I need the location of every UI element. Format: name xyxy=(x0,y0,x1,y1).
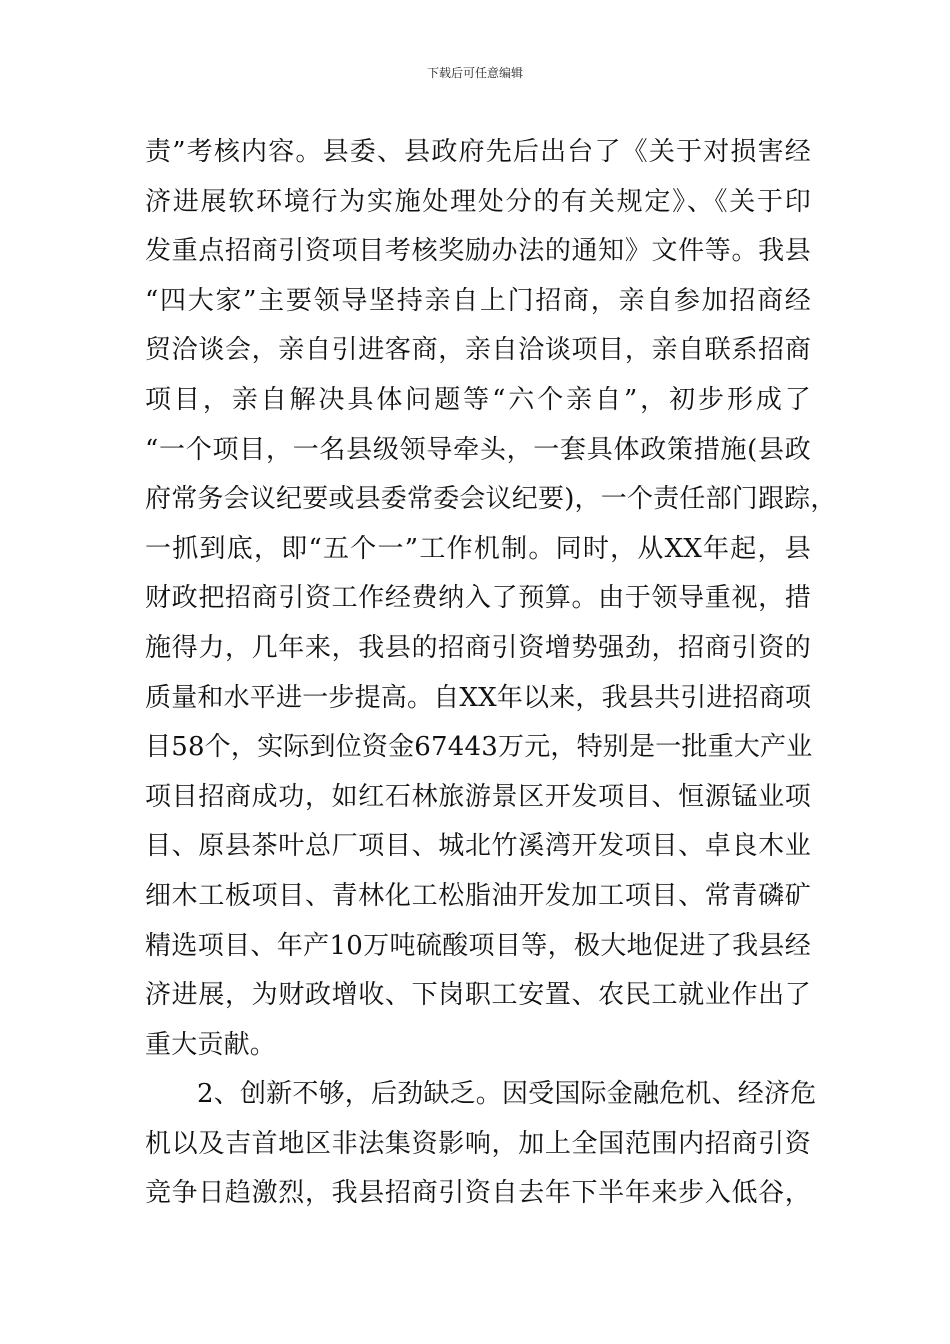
text-line: 竞争日趋激烈，我县招商引资自去年下半年来步入低谷， xyxy=(145,1178,811,1209)
text-line: 一抓到底，即“五个一”工作机制。同时，从XX年起，县 xyxy=(145,533,811,564)
text-line: 济进展软环境行为实施处理处分的有关规定》、《关于印 xyxy=(145,186,811,217)
text-line: 财政把招商引资工作经费纳入了预算。由于领导重视，措 xyxy=(145,583,811,614)
text-line: 精选项目、年产10万吨硫酸项目等，极大地促进了我县经 xyxy=(145,930,811,961)
text-line: 贸洽谈会，亲自引进客商，亲自洽谈项目，亲自联系招商 xyxy=(145,335,811,366)
text-line: 细木工板项目、青林化工松脂油开发加工项目、常青磷矿 xyxy=(145,880,811,911)
text-line: 质量和水平进一步提高。自XX年以来，我县共引进招商项 xyxy=(145,682,812,713)
text-line: 项目招商成功，如红石林旅游景区开发项目、恒源锰业项 xyxy=(145,781,811,812)
text-line: 府常务会议纪要或县委常委会议纪要)，一个责任部门跟踪， xyxy=(145,484,837,515)
page-header-note: 下载后可任意编辑 xyxy=(426,66,523,80)
text-line: 2、创新不够，后劲缺乏。因受国际金融危机、经济危 xyxy=(197,1079,817,1110)
text-line: 济进展，为财政增收、下岗职工安置、农民工就业作出了 xyxy=(145,980,811,1011)
text-line: “一个项目，一名县级领导牵头，一套具体政策措施(县政 xyxy=(145,434,811,465)
text-line: 项目，亲自解决具体问题等“六个亲自”，初步形成了 xyxy=(145,384,811,415)
document-body xyxy=(145,128,837,1219)
text-line: 目58个，实际到位资金67443万元，特别是一批重大产业 xyxy=(145,732,813,763)
text-line: “四大家”主要领导坚持亲自上门招商，亲自参加招商经 xyxy=(145,285,811,316)
text-line: 机以及吉首地区非法集资影响，加上全国范围内招商引资 xyxy=(145,1128,811,1159)
text-line: 目、原县茶叶总厂项目、城北竹溪湾开发项目、卓良木业 xyxy=(145,831,811,862)
text-line: 重大贡献。 xyxy=(145,1029,277,1060)
text-line: 责”考核内容。县委、县政府先后出台了《关于对损害经 xyxy=(145,137,811,167)
text-line: 施得力，几年来，我县的招商引资增势强劲，招商引资的 xyxy=(145,632,811,663)
text-line: 发重点招商引资项目考核奖励办法的通知》文件等。我县 xyxy=(145,236,811,267)
